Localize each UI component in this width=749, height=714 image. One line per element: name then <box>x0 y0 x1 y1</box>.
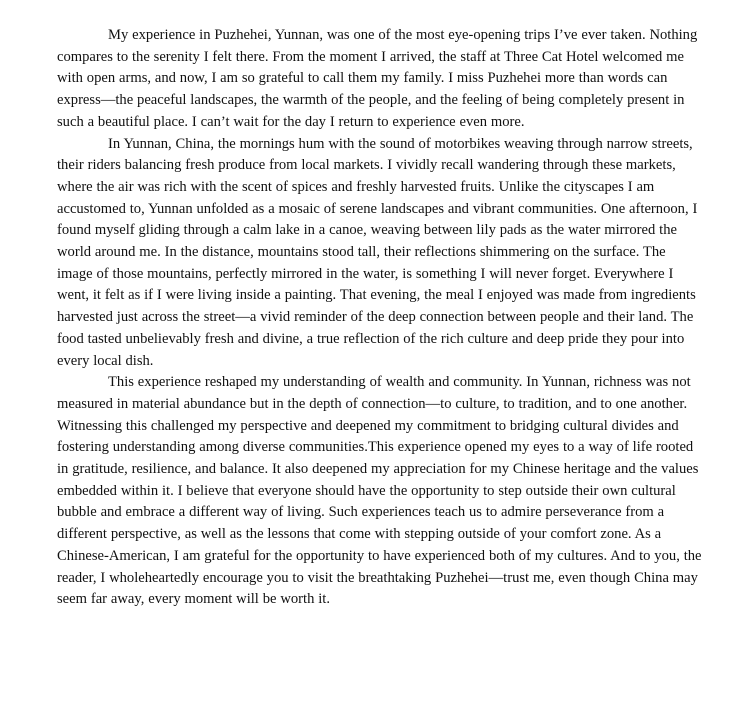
paragraph-puzhehei-intro: My experience in Puzhehei, Yunnan, was one of the most eye-opening trips I’ve ever taken. Nothing compares to the serenity I felt there. From the moment I arrived, the staff at Three Cat Hotel welcomed me with open arms, and now, I am so grateful to call them my family. I miss Puzhehei more than words can express—the peaceful landscapes, the warmth of the people, and the feeling of being completely present in such a beautiful place. I can’t wait for the day I return to experience even more. <box>57 27 698 130</box>
paragraph-reflection: This experience reshaped my understanding of wealth and community. In Yunnan, richness was not measured in material abundance but in the depth of connection—to culture, to tradition, and to one another. Witnessing this challenged my perspective and deepened my commitment to bridging cultural divides and fostering understanding among diverse communities.This experience opened my eyes to a way of life rooted in gratitude, resilience, and balance. It also deepened my appreciation for my Chinese heritage and the values embedded within it. I believe that everyone should have the opportunity to step outside their own cultural bubble and embrace a different way of living. Such experiences teach us to admire perseverance from a different perspective, as well as the lessons that come with stepping outside of your comfort zone. As a Chinese-American, I am grateful for the opportunity to have experienced both of my cultures. And to you, the reader, I wholeheartedly encourage you to visit the breathtaking Puzhehei—trust me, even though China may seem far away, every moment will be worth it. <box>57 374 702 608</box>
paragraph-yunnan-mornings: In Yunnan, China, the mornings hum with the sound of motorbikes weaving through narrow streets, their riders balancing fresh produce from local markets. I vividly recall wandering through these markets, where the air was rich with the scent of spices and freshly harvested fruits. Unlike the cityscapes I am accustomed to, Yunnan unfolded as a mosaic of serene landscapes and vibrant communities. One afternoon, I found myself gliding through a calm lake in a canoe, weaving between lily pads as the water mirrored the world around me. In the distance, mountains stood tall, their reflections shimmering on the surface. The image of those mountains, perfectly mirrored in the water, is something I will never forget. Everywhere I went, it felt as if I were living inside a painting. That evening, the meal I enjoyed was made from ingredients harvested just across the street—a vivid reminder of the deep connection between people and their land. The food tasted unbelievably fresh and divine, a true reflection of the rich culture and deep pride they pour into every local dish. <box>57 135 698 369</box>
essay-body <box>57 25 702 611</box>
